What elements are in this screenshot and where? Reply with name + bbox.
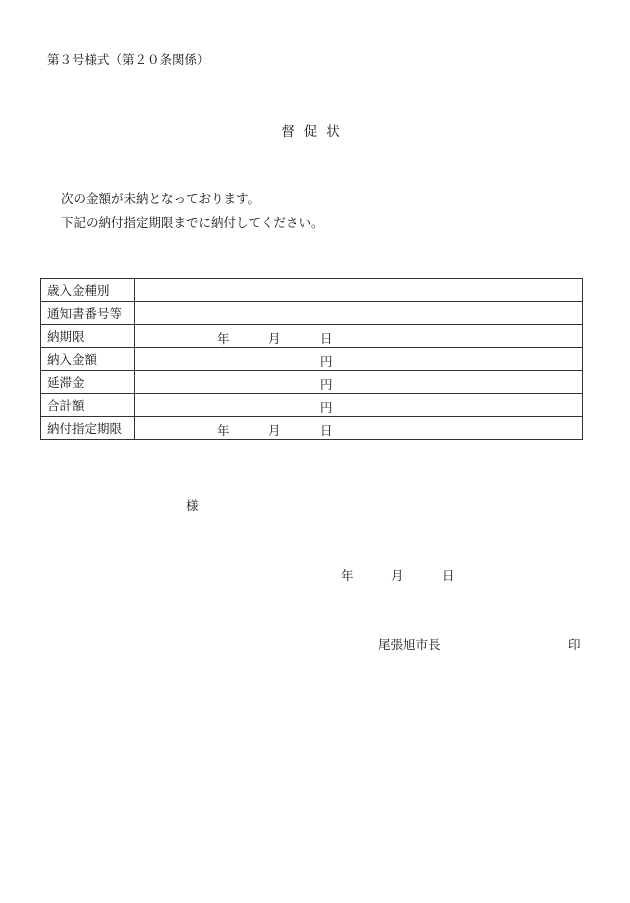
late-fee-unit: 円: [320, 377, 333, 392]
row-value-total: [135, 394, 583, 417]
row-value-notice-number: [135, 302, 583, 325]
deadline-month-label: 月: [268, 423, 281, 438]
deadline-day-label: 日: [320, 423, 333, 438]
issuer-name: 尾張旭市長: [378, 637, 441, 652]
table-row: [41, 279, 583, 302]
seal-mark: 印: [568, 637, 581, 652]
row-label-late-fee: 延滞金: [41, 371, 135, 394]
details-table: [40, 278, 583, 440]
form-number: 第３号様式（第２０条関係）: [47, 52, 210, 67]
row-label-notice-number: 通知書番号等: [41, 302, 135, 325]
due-date-day-label: 日: [320, 331, 333, 346]
table-row: [41, 348, 583, 371]
table-row: [41, 325, 583, 348]
recipient-honorific: 様: [186, 498, 199, 513]
table-row: [41, 302, 583, 325]
row-label-due-date: 納期限: [41, 325, 135, 348]
issue-date-month-label: 月: [391, 568, 404, 583]
row-label-payment-amount: 納入金額: [41, 348, 135, 371]
payment-amount-unit: 円: [320, 354, 333, 369]
deadline-year-label: 年: [217, 423, 230, 438]
due-date-month-label: 月: [268, 331, 281, 346]
row-label-total: 合計額: [41, 394, 135, 417]
row-value-due-date: [135, 325, 583, 348]
table-row: [41, 394, 583, 417]
table-row: [41, 371, 583, 394]
table-row: [41, 417, 583, 440]
row-value-revenue-type: [135, 279, 583, 302]
due-date-year-label: 年: [217, 331, 230, 346]
row-label-revenue-type: 歳入金種別: [41, 279, 135, 302]
document-title: 督促状: [281, 124, 349, 140]
row-value-late-fee: [135, 371, 583, 394]
row-label-payment-deadline: 納付指定期限: [41, 417, 135, 440]
message-line-2: 下記の納付指定期限までに納付してください。: [61, 215, 324, 230]
issue-date-day-label: 日: [442, 568, 455, 583]
total-unit: 円: [320, 400, 333, 415]
message-line-1: 次の金額が未納となっております。: [61, 191, 261, 206]
row-value-payment-amount: [135, 348, 583, 371]
row-value-payment-deadline: [135, 417, 583, 440]
issue-date-year-label: 年: [341, 568, 354, 583]
